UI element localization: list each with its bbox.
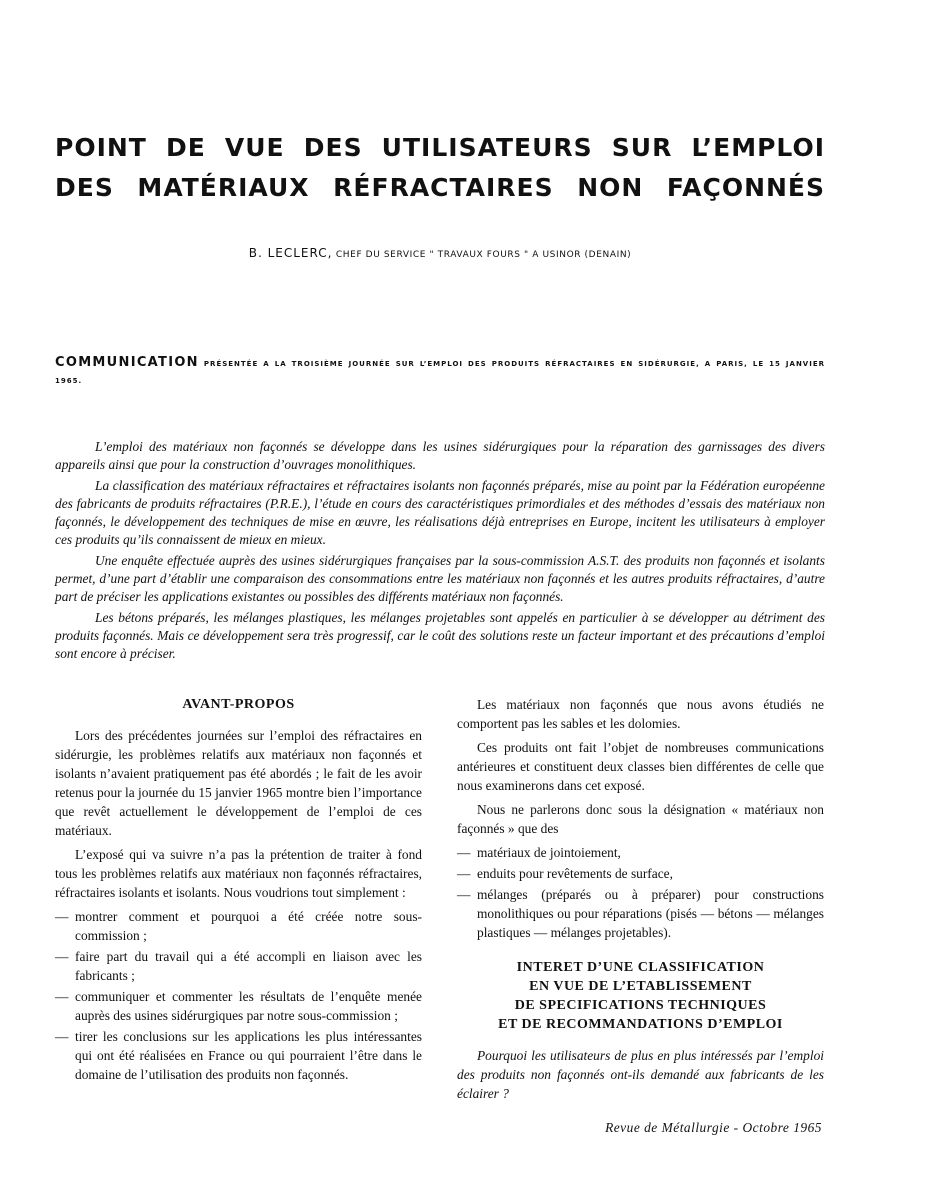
- left-column: [55, 695, 422, 1090]
- list-item: — faire part du travail qui a été accompli en liaison avec les fabricants ;: [55, 947, 422, 985]
- byline: [0, 246, 880, 260]
- abstract-paragraph: La classification des matériaux réfractaires et réfractaires isolants non façonnés préparés, mise au point par la Fédération européenne des fabricants de produits réfractaires (P.R.E.), l’étude en cours des caractéristiques primordiales et des méthodes d’essais des matériaux non façonnés, le développement des techniques de mise en œuvre, les réalisations déjà entreprises en Europe, incitent les utilisateurs à employer ces produits qu’ils connaissent de mieux en mieux.: [55, 478, 825, 547]
- heading-line: EN VUE DE L’ETABLISSEMENT: [529, 979, 752, 994]
- list-item: — enduits pour revêtements de surface,: [457, 864, 824, 883]
- title-line-1: POINT DE VUE DES UTILISATEURS SUR L’EMPLOI: [55, 133, 825, 162]
- journal-footer: Revue de Métallurgie - Octobre 1965: [605, 1120, 822, 1135]
- body-paragraph: L’exposé qui va suivre n’a pas la prétention de traiter à fond tous les problèmes relatifs aux matériaux non façonnés réfractaires, réfractaires isolants et isolants. Nous voudrions tout simplement :: [55, 847, 422, 900]
- abstract-paragraph: Une enquête effectuée auprès des usines sidérurgiques françaises par la sous-commission A.S.T. des produits non façonnés et isolants permet, d’une part d’établir une comparaison des consommations entre les matériaux non façonnés et les autres produits réfractaires, d’autre part de préciser les applications existantes ou possibles des différents matériaux non façonnés.: [55, 553, 825, 604]
- objectives-list: [55, 907, 422, 1084]
- abstract-paragraph: Les bétons préparés, les mélanges plastiques, les mélanges projetables sont appelés en particulier à se développer au détriment des produits façonnés. Mais ce développement sera très progressif, car le coût des solutions reste un facteur important et des précautions d’emploi sont encore à préciser.: [55, 610, 825, 661]
- materials-list: [457, 843, 824, 942]
- title-line-2: DES MATÉRIAUX RÉFRACTAIRES NON FAÇONNÉS: [55, 173, 825, 202]
- list-item: — mélanges (préparés ou à préparer) pour constructions monolithiques ou pour réparations (pisés — bétons — mélanges plastiques — mélanges projetables).: [457, 885, 824, 942]
- list-item: — tirer les conclusions sur les applications les plus intéressantes qui ont été réalisées en France ou qui pourraient l’être dans le domaine de l’utilisation des produits non façonnés.: [55, 1027, 422, 1084]
- list-item: — montrer comment et pourquoi a été créée notre sous-commission ;: [55, 907, 422, 945]
- heading-line: DE SPECIFICATIONS TECHNIQUES: [514, 998, 767, 1013]
- section-heading-avant-propos: AVANT-PROPOS: [182, 697, 295, 712]
- section-heading-classification: [457, 958, 824, 1034]
- author-affiliation: CHEF DU SERVICE " TRAVAUX FOURS " A USINOR (DENAIN): [335, 250, 632, 260]
- body-paragraph: Lors des précédentes journées sur l’emploi des réfractaires en sidérurgie, les problèmes relatifs aux matériaux non façonnés et isolants n’avaient pratiquement pas été abordés ; le fait de les avoir retenus pour la journée du 15 janvier 1965 montre bien l’importance que revêt actuellement le développement de l’emploi de ces matériaux.: [55, 728, 422, 838]
- communication-text: PRÉSENTÉE A LA TROISIÈME JOURNÉE SUR L’EMPLOI DES PRODUITS RÉFRACTAIRES EN SIDÉRURGIE, A PARIS, LE 15 JANVIER 1965.: [55, 360, 826, 385]
- list-item: — matériaux de jointoiement,: [457, 843, 824, 862]
- communication-note: [55, 354, 825, 390]
- body-paragraph: Les matériaux non façonnés que nous avons étudiés ne comportent pas les sables et les dolomies.: [457, 697, 824, 731]
- abstract: [55, 438, 825, 666]
- body-paragraph-italic: Pourquoi les utilisateurs de plus en plus intéressés par l’emploi des produits non façonnés ont-ils demandé aux fabricants de les éclairer ?: [457, 1048, 824, 1101]
- list-item: — communiquer et commenter les résultats de l’enquête menée auprès des usines sidérurgiques par notre sous-commission ;: [55, 987, 422, 1025]
- right-column: [457, 695, 824, 1108]
- abstract-paragraph: L’emploi des matériaux non façonnés se développe dans les usines sidérurgiques pour la réparation des garnissages des divers appareils ainsi que pour la construction d’ouvrages monolithiques.: [55, 439, 825, 472]
- heading-line: INTERET D’UNE CLASSIFICATION: [516, 960, 765, 975]
- body-paragraph: Ces produits ont fait l’objet de nombreuses communications antérieures et constituent deux classes bien différentes de celle que nous examinerons dans cet exposé.: [457, 740, 824, 793]
- article-title: [55, 128, 825, 208]
- body-paragraph: Nous ne parlerons donc sous la désignation « matériaux non façonnés » que des: [457, 802, 824, 836]
- author-name: B. LECLERC,: [248, 246, 333, 260]
- heading-line: ET DE RECOMMANDATIONS D’EMPLOI: [498, 1017, 783, 1032]
- communication-lead: COMMUNICATION: [55, 355, 199, 370]
